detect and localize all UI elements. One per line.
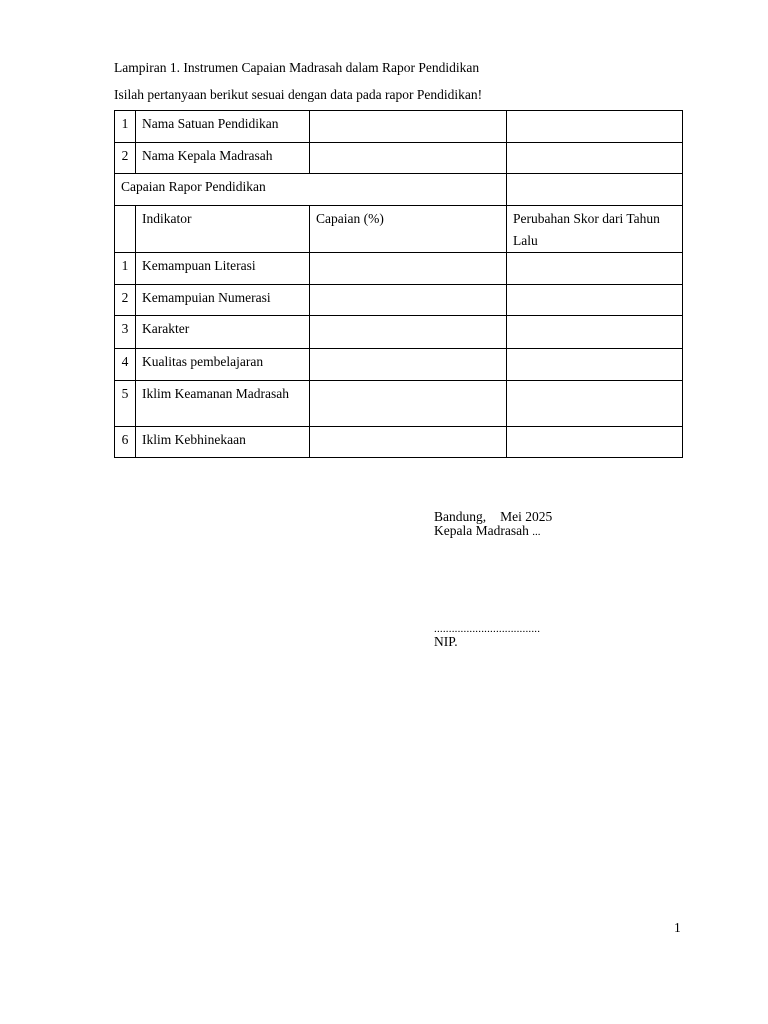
answer-cell[interactable] [310,111,507,143]
answer-cell[interactable] [507,349,683,381]
row-number: 5 [115,381,136,427]
header-achievement: Capaian (%) [310,206,507,253]
row-number: 3 [115,316,136,349]
table-row [115,253,683,285]
row-number: 2 [115,285,136,316]
answer-cell[interactable] [310,381,507,427]
table-row [115,111,683,143]
signature-position-suffix: ... [532,526,541,538]
table-header-row [115,206,683,253]
answer-cell[interactable] [507,381,683,427]
row-label: Kemampuian Numerasi [136,285,310,316]
table-row [115,285,683,316]
table-row [115,143,683,174]
signature-place: Bandung, [434,509,487,524]
answer-cell[interactable] [507,174,683,206]
table-row [115,349,683,381]
answer-cell[interactable] [310,427,507,458]
answer-cell[interactable] [507,316,683,349]
table-row [115,427,683,458]
signature-name-line: .................................... [434,623,541,635]
answer-cell[interactable] [310,316,507,349]
table-row [115,381,683,427]
answer-cell[interactable] [310,349,507,381]
row-number: 1 [115,253,136,285]
empty-header-cell [115,206,136,253]
table-row [115,316,683,349]
header-indicator: Indikator [136,206,310,253]
document-instruction: Isilah pertanyaan berikut sesuai dengan data pada rapor Pendidikan! [114,87,483,102]
row-number: 1 [115,111,136,143]
answer-cell[interactable] [507,111,683,143]
row-label: Kemampuan Literasi [136,253,310,285]
signature-position-line [434,523,540,540]
achievement-form-table [114,110,683,458]
signature-nip: NIP. [434,634,458,649]
row-label: Nama Satuan Pendidikan [136,111,310,143]
signature-position: Kepala Madrasah [434,523,529,538]
row-label: Kualitas pembelajaran [136,349,310,381]
signature-date: Mei 2025 [500,509,553,524]
header-score-change: Perubahan Skor dari Tahun Lalu [507,206,683,253]
row-label: Iklim Keamanan Madrasah [136,381,310,427]
answer-cell[interactable] [310,253,507,285]
row-label: Nama Kepala Madrasah [136,143,310,174]
answer-cell[interactable] [507,285,683,316]
document-heading: Lampiran 1. Instrumen Capaian Madrasah dalam Rapor Pendidikan [114,60,480,75]
row-label: Iklim Kebhinekaan [136,427,310,458]
answer-cell[interactable] [507,253,683,285]
table-row [115,174,683,206]
section-title: Capaian Rapor Pendidikan [115,174,507,206]
answer-cell[interactable] [507,427,683,458]
answer-cell[interactable] [507,143,683,174]
answer-cell[interactable] [310,143,507,174]
page-number: 1 [674,920,681,935]
row-number: 4 [115,349,136,381]
answer-cell[interactable] [310,285,507,316]
row-label: Karakter [136,316,310,349]
row-number: 6 [115,427,136,458]
row-number: 2 [115,143,136,174]
